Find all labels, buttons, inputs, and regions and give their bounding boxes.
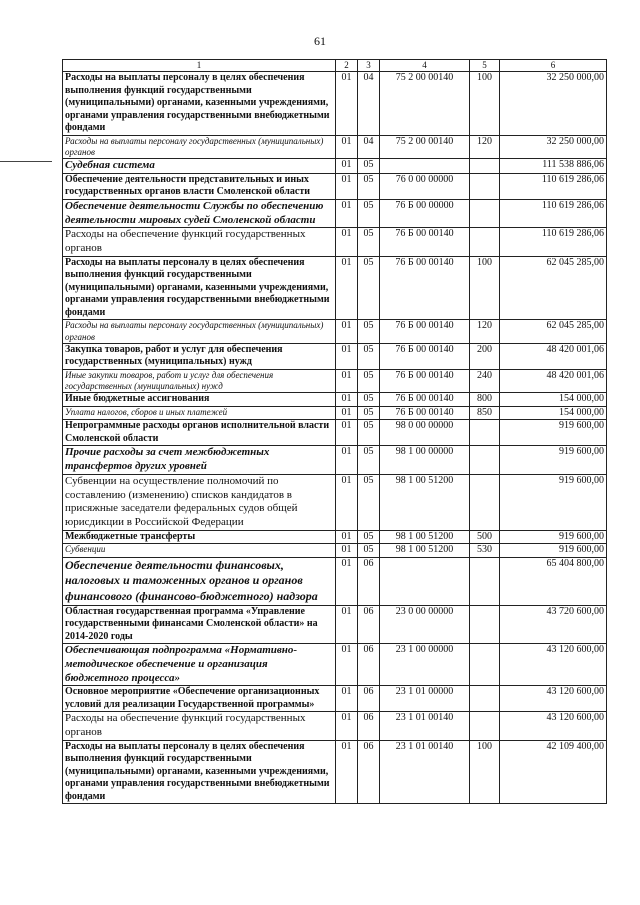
target-item-code: 76 Б 00 00140 xyxy=(380,406,470,420)
subsection-code: 05 xyxy=(358,320,380,344)
table-row xyxy=(63,393,607,407)
section-code: 01 xyxy=(336,446,358,475)
table-row xyxy=(63,420,607,446)
expense-type-code: 850 xyxy=(470,406,500,420)
expense-type-code xyxy=(470,557,500,605)
row-name: Иные бюджетные ассигнования xyxy=(63,393,336,407)
section-code: 01 xyxy=(336,72,358,136)
expense-type-code: 240 xyxy=(470,369,500,393)
target-item-code: 76 Б 00 00140 xyxy=(380,320,470,344)
table-row xyxy=(63,369,607,393)
row-name: Субвенции на осуществление полномочий по составлению (изменению) списков кандидатов в присяжные заседатели федеральных судов общей юрисдикции в Российской Федерации xyxy=(63,474,336,530)
subsection-code: 05 xyxy=(358,369,380,393)
table-row xyxy=(63,740,607,804)
table-row xyxy=(63,406,607,420)
subsection-code: 05 xyxy=(358,530,380,544)
table-row xyxy=(63,474,607,530)
row-name: Расходы на обеспечение функций государственных органов xyxy=(63,228,336,257)
section-code: 01 xyxy=(336,256,358,320)
amount: 43 120 600,00 xyxy=(500,686,607,712)
section-code: 01 xyxy=(336,420,358,446)
subsection-code: 06 xyxy=(358,644,380,686)
subsection-code: 05 xyxy=(358,406,380,420)
amount: 919 600,00 xyxy=(500,420,607,446)
target-item-code: 76 Б 00 00140 xyxy=(380,343,470,369)
subsection-code: 06 xyxy=(358,740,380,804)
row-name: Основное мероприятие «Обеспечение организационных условий для реализации Государственной программы» xyxy=(63,686,336,712)
subsection-code: 06 xyxy=(358,605,380,644)
target-item-code xyxy=(380,557,470,605)
target-item-code: 98 1 00 51200 xyxy=(380,474,470,530)
section-code: 01 xyxy=(336,199,358,228)
row-name: Обеспечение деятельности Службы по обеспечению деятельности мировых судей Смоленской области xyxy=(63,199,336,228)
column-number: 5 xyxy=(470,60,500,72)
section-code: 01 xyxy=(336,393,358,407)
amount: 65 404 800,00 xyxy=(500,557,607,605)
amount: 32 250 000,00 xyxy=(500,72,607,136)
expense-type-code xyxy=(470,420,500,446)
expense-type-code xyxy=(470,474,500,530)
expense-type-code: 200 xyxy=(470,343,500,369)
amount: 32 250 000,00 xyxy=(500,135,607,159)
amount: 62 045 285,00 xyxy=(500,320,607,344)
row-name: Расходы на выплаты персоналу в целях обеспечения выполнения функций государственными (муниципальными) органами, казенными учреждениями, органами управления государственными внебюджетными фондами xyxy=(63,72,336,136)
row-name: Расходы на выплаты персоналу государственных (муниципальных) органов xyxy=(63,320,336,344)
section-code: 01 xyxy=(336,343,358,369)
row-name: Расходы на обеспечение функций государственных органов xyxy=(63,712,336,741)
table-row xyxy=(63,199,607,228)
row-name: Иные закупки товаров, работ и услуг для обеспечения государственных (муниципальных) нужд xyxy=(63,369,336,393)
expense-type-code xyxy=(470,644,500,686)
expense-type-code xyxy=(470,605,500,644)
subsection-code: 05 xyxy=(358,474,380,530)
row-name: Обеспечение деятельности финансовых, налоговых и таможенных органов и органов финансового (финансово-бюджетного) надзора xyxy=(63,557,336,605)
expense-type-code: 100 xyxy=(470,256,500,320)
row-name: Межбюджетные трансферты xyxy=(63,530,336,544)
row-name: Прочие расходы за счет межбюджетных трансфертов других уровней xyxy=(63,446,336,475)
row-name: Областная государственная программа «Управление государственными финансами Смоленской области» на 2014-2020 годы xyxy=(63,605,336,644)
target-item-code: 23 1 01 00140 xyxy=(380,712,470,741)
subsection-code: 05 xyxy=(358,343,380,369)
subsection-code: 06 xyxy=(358,686,380,712)
subsection-code: 05 xyxy=(358,173,380,199)
table-row xyxy=(63,320,607,344)
amount: 48 420 001,06 xyxy=(500,343,607,369)
amount: 43 120 600,00 xyxy=(500,644,607,686)
section-code: 01 xyxy=(336,740,358,804)
target-item-code: 23 1 00 00000 xyxy=(380,644,470,686)
amount: 43 120 600,00 xyxy=(500,712,607,741)
table-row xyxy=(63,173,607,199)
expense-type-code: 120 xyxy=(470,135,500,159)
row-name: Закупка товаров, работ и услуг для обеспечения государственных (муниципальных) нужд xyxy=(63,343,336,369)
expense-type-code: 800 xyxy=(470,393,500,407)
row-name: Субвенции xyxy=(63,544,336,558)
section-code: 01 xyxy=(336,686,358,712)
section-code: 01 xyxy=(336,173,358,199)
amount: 62 045 285,00 xyxy=(500,256,607,320)
budget-table xyxy=(62,59,607,804)
row-name: Непрограммные расходы органов исполнительной власти Смоленской области xyxy=(63,420,336,446)
amount: 110 619 286,06 xyxy=(500,228,607,257)
page-number: 61 xyxy=(314,34,326,48)
subsection-code: 05 xyxy=(358,420,380,446)
amount: 48 420 001,06 xyxy=(500,369,607,393)
amount: 919 600,00 xyxy=(500,474,607,530)
table-row xyxy=(63,544,607,558)
section-code: 01 xyxy=(336,557,358,605)
column-number: 1 xyxy=(63,60,336,72)
amount: 919 600,00 xyxy=(500,446,607,475)
column-number: 2 xyxy=(336,60,358,72)
subsection-code: 06 xyxy=(358,712,380,741)
amount: 919 600,00 xyxy=(500,544,607,558)
subsection-code: 05 xyxy=(358,228,380,257)
table-row xyxy=(63,530,607,544)
amount: 154 000,00 xyxy=(500,406,607,420)
expense-type-code xyxy=(470,159,500,174)
target-item-code: 76 Б 00 00140 xyxy=(380,256,470,320)
section-code: 01 xyxy=(336,474,358,530)
table-row xyxy=(63,72,607,136)
column-number: 4 xyxy=(380,60,470,72)
section-code: 01 xyxy=(336,712,358,741)
section-code: 01 xyxy=(336,544,358,558)
target-item-code: 98 0 00 00000 xyxy=(380,420,470,446)
target-item-code: 76 Б 00 00140 xyxy=(380,369,470,393)
table-row xyxy=(63,644,607,686)
amount: 43 720 600,00 xyxy=(500,605,607,644)
column-number: 6 xyxy=(500,60,607,72)
section-code: 01 xyxy=(336,159,358,174)
section-code: 01 xyxy=(336,320,358,344)
expense-type-code: 120 xyxy=(470,320,500,344)
target-item-code xyxy=(380,159,470,174)
target-item-code: 76 Б 00 00140 xyxy=(380,228,470,257)
subsection-code: 05 xyxy=(358,199,380,228)
target-item-code: 76 Б 00 00140 xyxy=(380,393,470,407)
expense-type-code: 500 xyxy=(470,530,500,544)
subsection-code: 05 xyxy=(358,544,380,558)
amount: 110 619 286,06 xyxy=(500,199,607,228)
section-code: 01 xyxy=(336,530,358,544)
table-row xyxy=(63,343,607,369)
section-code: 01 xyxy=(336,644,358,686)
row-name: Расходы на выплаты персоналу государственных (муниципальных) органов xyxy=(63,135,336,159)
table-row xyxy=(63,605,607,644)
target-item-code: 76 Б 00 00000 xyxy=(380,199,470,228)
table-row xyxy=(63,712,607,741)
section-code: 01 xyxy=(336,228,358,257)
expense-type-code xyxy=(470,173,500,199)
expense-type-code xyxy=(470,228,500,257)
target-item-code: 23 1 01 00140 xyxy=(380,740,470,804)
table-row xyxy=(63,228,607,257)
target-item-code: 23 0 00 00000 xyxy=(380,605,470,644)
table-row xyxy=(63,159,607,174)
subsection-code: 05 xyxy=(358,393,380,407)
target-item-code: 23 1 01 00000 xyxy=(380,686,470,712)
expense-type-code: 100 xyxy=(470,72,500,136)
expense-type-code: 100 xyxy=(470,740,500,804)
table-row xyxy=(63,446,607,475)
row-name: Судебная система xyxy=(63,159,336,174)
expense-type-code xyxy=(470,686,500,712)
amount: 154 000,00 xyxy=(500,393,607,407)
target-item-code: 75 2 00 00140 xyxy=(380,135,470,159)
amount: 111 538 886,06 xyxy=(500,159,607,174)
target-item-code: 76 0 00 00000 xyxy=(380,173,470,199)
section-code: 01 xyxy=(336,406,358,420)
amount: 110 619 286,06 xyxy=(500,173,607,199)
section-code: 01 xyxy=(336,135,358,159)
table-row xyxy=(63,557,607,605)
target-item-code: 98 1 00 51200 xyxy=(380,544,470,558)
target-item-code: 98 1 00 00000 xyxy=(380,446,470,475)
row-name: Обеспечение деятельности представительных и иных государственных органов власти Смоленской области xyxy=(63,173,336,199)
section-code: 01 xyxy=(336,369,358,393)
margin-line xyxy=(0,161,52,162)
row-name: Уплата налогов, сборов и иных платежей xyxy=(63,406,336,420)
target-item-code: 75 2 00 00140 xyxy=(380,72,470,136)
subsection-code: 05 xyxy=(358,256,380,320)
section-code: 01 xyxy=(336,605,358,644)
row-name: Расходы на выплаты персоналу в целях обеспечения выполнения функций государственными (муниципальными) органами, казенными учреждениями, органами управления государственными внебюджетными фондами xyxy=(63,256,336,320)
expense-type-code xyxy=(470,712,500,741)
table-row xyxy=(63,135,607,159)
column-number: 3 xyxy=(358,60,380,72)
column-number-row xyxy=(63,60,607,72)
row-name: Расходы на выплаты персоналу в целях обеспечения выполнения функций государственными (муниципальными) органами, казенными учреждениями, органами управления государственными внебюджетными фондами xyxy=(63,740,336,804)
subsection-code: 04 xyxy=(358,72,380,136)
subsection-code: 06 xyxy=(358,557,380,605)
subsection-code: 04 xyxy=(358,135,380,159)
expense-type-code: 530 xyxy=(470,544,500,558)
amount: 42 109 400,00 xyxy=(500,740,607,804)
expense-type-code xyxy=(470,199,500,228)
expense-type-code xyxy=(470,446,500,475)
table-row xyxy=(63,686,607,712)
subsection-code: 05 xyxy=(358,159,380,174)
row-name: Обеспечивающая подпрограмма «Нормативно-методическое обеспечение и организация бюджетного процесса» xyxy=(63,644,336,686)
subsection-code: 05 xyxy=(358,446,380,475)
amount: 919 600,00 xyxy=(500,530,607,544)
target-item-code: 98 1 00 51200 xyxy=(380,530,470,544)
table-row xyxy=(63,256,607,320)
